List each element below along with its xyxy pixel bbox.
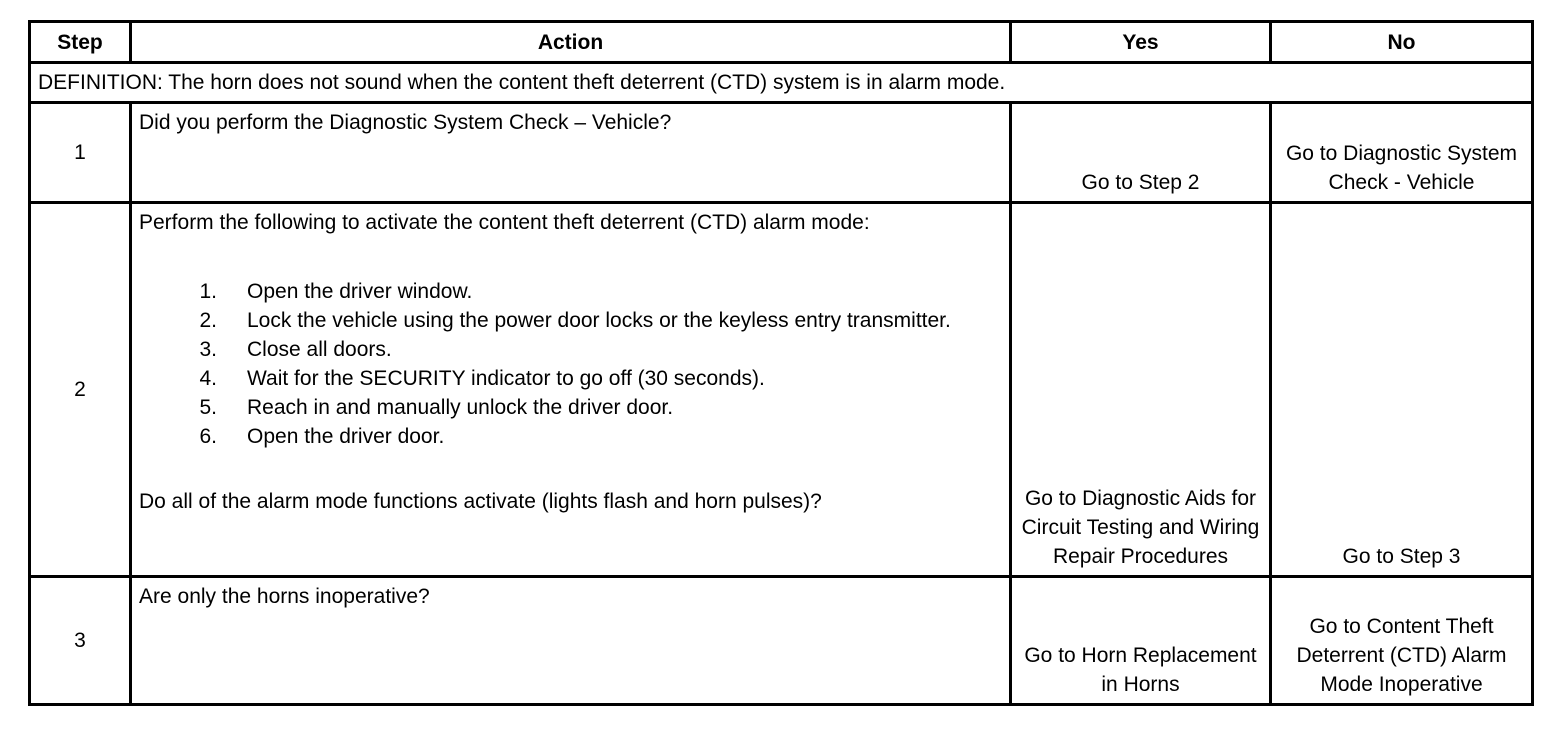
list-item-number: 3.: [199, 338, 217, 361]
table-row: [30, 577, 1533, 705]
header-row: [30, 22, 1533, 63]
header-no: No: [1271, 22, 1533, 63]
yes-result: Go to Diagnostic Aids for Circuit Testing and Wiring Repair Procedures: [1011, 203, 1271, 577]
diagnostic-table: [28, 20, 1534, 706]
definition-row: [30, 63, 1533, 103]
yes-result: Go to Horn Replacement in Horns: [1011, 577, 1271, 705]
no-result: Go to Step 3: [1271, 203, 1533, 577]
list-item-text: Lock the vehicle using the power door locks or the keyless entry transmitter.: [247, 309, 951, 332]
list-item: [139, 277, 1002, 306]
no-result: Go to Diagnostic System Check - Vehicle: [1271, 103, 1533, 203]
definition-text: DEFINITION: The horn does not sound when the content theft deterrent (CTD) system is in alarm mode.: [30, 63, 1533, 103]
list-item-number: 2.: [199, 309, 217, 332]
list-item-number: 6.: [199, 425, 217, 448]
list-item-number: 1.: [199, 280, 217, 303]
step-number: 1: [30, 103, 131, 203]
list-item-text: Open the driver window.: [247, 280, 473, 303]
header-step: Step: [30, 22, 131, 63]
list-item: [139, 335, 1002, 364]
action-cell: [131, 203, 1011, 577]
list-item-text: Reach in and manually unlock the driver door.: [247, 396, 674, 419]
table-row: [30, 103, 1533, 203]
list-item-number: 4.: [199, 367, 217, 390]
list-item: [139, 422, 1002, 451]
procedure-list: [139, 277, 1002, 451]
list-item-number: 5.: [199, 396, 217, 419]
header-action: Action: [131, 22, 1011, 63]
action-text: Are only the horns inoperative?: [131, 577, 1011, 705]
list-item: [139, 306, 1002, 335]
action-intro: Perform the following to activate the content theft deterrent (CTD) alarm mode:: [139, 211, 870, 234]
step-number: 2: [30, 203, 131, 577]
step-number: 3: [30, 577, 131, 705]
list-item: [139, 393, 1002, 422]
action-question: Do all of the alarm mode functions activate (lights flash and horn pulses)?: [139, 490, 822, 513]
list-item-text: Open the driver door.: [247, 425, 445, 448]
list-item: [139, 364, 1002, 393]
no-result: Go to Content Theft Deterrent (CTD) Alarm Mode Inoperative: [1271, 577, 1533, 705]
table-row: [30, 203, 1533, 577]
list-item-text: Close all doors.: [247, 338, 392, 361]
list-item-text: Wait for the SECURITY indicator to go off (30 seconds).: [247, 367, 765, 390]
action-text: Did you perform the Diagnostic System Check – Vehicle?: [131, 103, 1011, 203]
header-yes: Yes: [1011, 22, 1271, 63]
yes-result: Go to Step 2: [1011, 103, 1271, 203]
